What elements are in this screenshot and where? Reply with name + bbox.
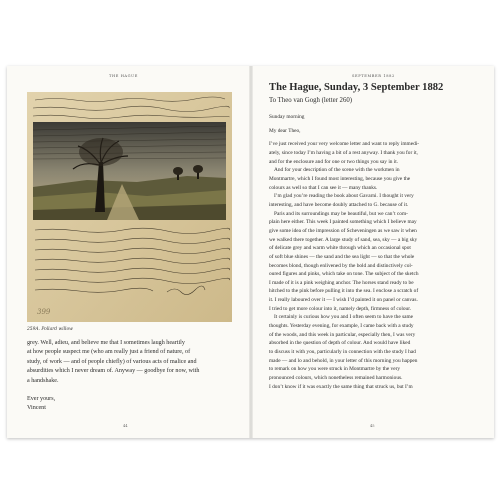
right-body xyxy=(269,82,481,391)
left-line: absurdities which I never dream of. Anyway — goodbye for now, with xyxy=(27,368,200,375)
letter-body-line: to discuss it with you, particularly in connection with the study I had xyxy=(269,349,416,356)
letter-body-line: ately, since today I’m having a bit of a rest anyway. I thank you for it, xyxy=(269,149,418,156)
letter-body-line: I’ve just received your very welcome letter and want to reply immedi- xyxy=(269,141,420,148)
letter-body-line: we walked there together. A large study of sand, sea, sky — a big sky xyxy=(269,236,418,243)
letter-body-line: pronounced colours, which nonetheless remained harmonious. xyxy=(269,375,403,382)
letter-body-line: And for your description of the scene with the workmen in xyxy=(274,167,400,174)
left-line: at how people suspect me (who am really just a friend of nature, of xyxy=(27,349,191,356)
letter-body-line: hitched to the pink before pulling it into the sea. I enclose a scratch of xyxy=(269,288,419,295)
letter-body-line: oured figures and pinks, which take on tone. The subject of the sketch xyxy=(269,271,419,278)
book-gutter xyxy=(249,66,253,438)
left-line: a handshake. xyxy=(27,377,59,384)
salutation-time: Sunday morning xyxy=(269,114,305,120)
letter-body-line: Paris and its surroundings may be beautiful, but we can’t com- xyxy=(274,210,408,217)
image-caption: 259A. Pollard willow xyxy=(27,327,73,332)
letter-body-line: of the woods, and this week in particular, especially then, I was very xyxy=(269,331,416,338)
letter-heading: The Hague, Sunday, 3 September 1882 xyxy=(269,82,444,93)
letter-body-line: to remark on how you were struck in Montmartre by the very xyxy=(269,366,401,373)
left-line: grey. Well, adieu, and believe me that I sometimes laugh heartily xyxy=(27,340,185,346)
book-spread xyxy=(7,66,494,438)
letter-body-line: interesting, and have become doubly attached to G. because of it. xyxy=(269,201,409,208)
letter-body-line: thoughts. Yesterday evening, for example, I came back with a study xyxy=(269,323,414,330)
letter-body-line: I tried to get more colour into it, namely depth, firmness of colour. xyxy=(269,305,412,312)
letter-body-line: of soft blue shines — the sand and the sea light — so that the whole xyxy=(269,253,415,260)
letter-body-line: I’m glad you’re reading the book about Gavarni. I thought it very xyxy=(274,193,414,200)
closing-line: Ever yours, xyxy=(27,396,56,403)
stamp-mark: 399 xyxy=(37,308,51,316)
left-body-text xyxy=(27,339,237,414)
letter-body-line: absorbed in the question of depth of colour. And would have liked xyxy=(269,340,411,347)
letter-body-line: of delicate grey and warm white through which an occasional spot xyxy=(269,245,411,252)
letter-body-line: Montmartre, which I found most interesting, because you give the xyxy=(269,175,411,182)
left-line: study, of work — and of people chiefly) of various acts of malice and xyxy=(27,358,197,365)
letter-body-line: and for the enclosure and for one or two things you say in it. xyxy=(269,158,399,165)
letter-body-line: it. I really laboured over it — I wish I’d painted it on panel or canvas. xyxy=(269,297,418,304)
letter-body-line: I made of it is a pink weighing anchor. The horses stand ready to be xyxy=(269,279,414,286)
left-running-head: THE HAGUE xyxy=(109,74,138,78)
letter-body-lines xyxy=(269,140,481,391)
letter-body-line: plain here either. This week I painted something which I believe may xyxy=(269,219,417,226)
letter-body-line: It certainly is curious how you and I often seem to have the same xyxy=(274,314,414,321)
letter-body-line: colours as well so that I can see it — many thanks. xyxy=(269,184,378,191)
signature-line: Vincent xyxy=(27,405,46,412)
letter-sketch-illustration xyxy=(27,92,232,322)
letter-body-line: becomes blond, though enlivened by the bold and distinctively col- xyxy=(269,262,413,269)
right-folio: 45 xyxy=(370,424,375,428)
letter-body-line: I don’t know if it was exactly the same thing that struck us, but I’m xyxy=(269,383,413,390)
letter-subheading: To Theo van Gogh (letter 260) xyxy=(269,97,353,104)
letter-body-line: made — and lo and behold, in your letter of this morning you happen xyxy=(269,357,418,364)
letter-body-line: give some idea of the impression of Scheveningen as we saw it when xyxy=(269,227,417,234)
right-running-head: SEPTEMBER 1882 xyxy=(352,74,395,78)
left-folio: 44 xyxy=(123,424,128,428)
letter-image xyxy=(27,92,232,322)
salutation: My dear Theo, xyxy=(269,127,301,134)
